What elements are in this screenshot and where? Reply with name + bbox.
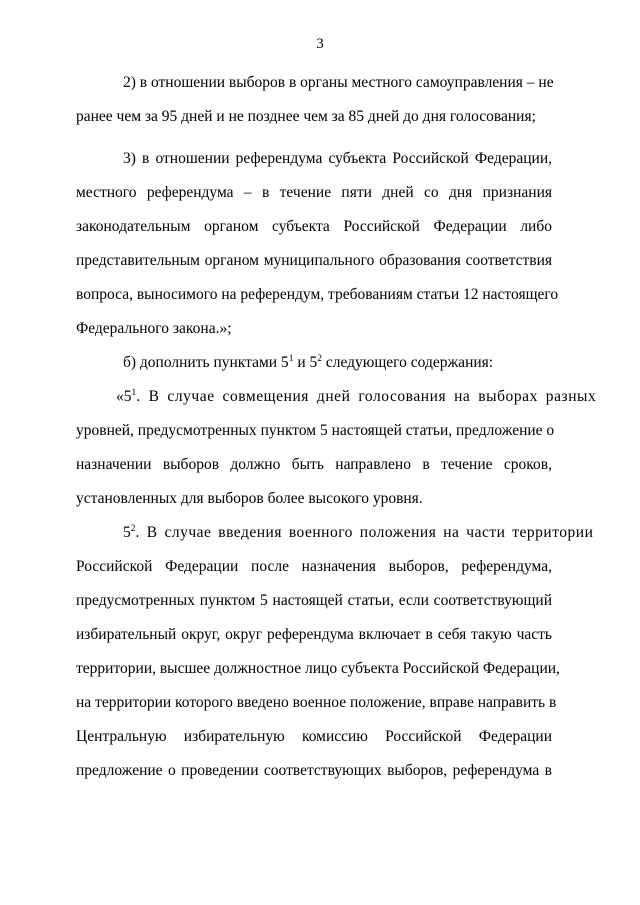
text-line: Федерального закона.»; <box>76 320 232 337</box>
text-line: ранее чем за 95 дней и не позднее чем за 85 дней до дня голосования; <box>76 108 536 125</box>
text-line: Центральную избирательную комиссию Российской Федерации <box>76 728 552 745</box>
text-line: «$5^1$. В случае совмещения дней голосования на выборах разных <box>116 388 597 405</box>
text-line: избирательный округ, округ референдума включает в себя такую часть <box>76 626 552 643</box>
page-number: 3 <box>316 36 324 52</box>
text-line: предложение о проведении соответствующих выборов, референдума в <box>76 762 552 779</box>
text-line: представительным органом муниципального образования соответствия <box>76 252 552 269</box>
text-line: уровней, предусмотренных пунктом 5 настоящей статьи, предложение о <box>76 422 555 439</box>
text-line: б) дополнить пунктами $5^1$ и $5^2$ следующего содержания: <box>123 354 494 371</box>
text-line: 2) в отношении выборов в органы местного самоуправления – не <box>123 74 554 91</box>
text-line: вопроса, выносимого на референдум, требованиям статьи 12 настоящего <box>76 286 559 303</box>
text-line: территории, высшее должностное лицо субъекта Российской Федерации, <box>76 660 560 677</box>
text-line: предусмотренных пунктом 5 настоящей статьи, если соответствующий <box>76 592 552 609</box>
text-line: 3) в отношении референдума субъекта Российской Федерации, <box>123 150 552 167</box>
text-line: установленных для выборов более высокого уровня. <box>76 490 423 507</box>
text-line: местного референдума – в течение пяти дней со дня признания <box>76 184 552 201</box>
text-line: на территории которого введено военное положение, вправе направить в <box>76 694 557 711</box>
text-line: $5^2$. В случае введения военного положения на части территории <box>123 524 594 541</box>
text-line: Российской Федерации после назначения выборов, референдума, <box>76 558 552 575</box>
text-line: законодательным органом субъекта Российской Федерации либо <box>76 218 552 235</box>
text-line: назначении выборов должно быть направлено в течение сроков, <box>76 456 552 473</box>
